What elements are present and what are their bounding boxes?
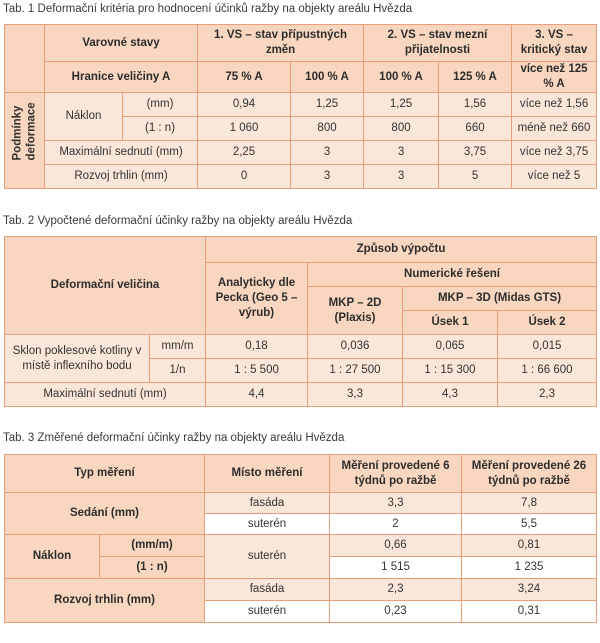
table1-cell: 3 [291,141,364,165]
table1-corner-cell [5,25,45,93]
table2-header-section2: Úsek 2 [498,311,597,335]
table2-header-section1: Úsek 1 [403,311,498,335]
table1-row-label: Rozvoj trhlin (mm) [45,165,198,189]
table1-cell: 0 [198,165,291,189]
table2-header-method: Způsob výpočtu [206,237,597,263]
table1-header-100pct-b: 100 % A [364,62,439,93]
table2-cell: 0,036 [308,335,403,359]
table3-cell: 0,81 [462,535,597,557]
table2-header-mkp3d: MKP – 3D (Midas GTS) [403,287,597,311]
table3-header-place: Místo měření [205,455,330,493]
table3-row-label-naklon: Náklon [5,535,100,579]
table3-row-label-trhliny: Rozvoj trhlin (mm) [5,579,205,623]
table1-row-label: Náklon [45,93,123,141]
table2-row-unit: 1/n [150,359,206,383]
table1-cell: 800 [364,117,439,141]
table1-header-vs2: 2. VS – stav mezní přijatelnosti [364,25,512,62]
table2-cell: 1 : 27 500 [308,359,403,383]
table1-cell: 0,94 [198,93,291,117]
table2-cell: 1 : 66 600 [498,359,597,383]
table3-caption: Tab. 3 Změřené deformační účinky ražby na objekty areálu Hvězda [3,432,345,444]
table1-row-label: Maximální sednutí (mm) [45,141,198,165]
table1-cell: 800 [291,117,364,141]
table2-caption: Tab. 2 Vypočtené deformační účinky ražby na objekty areálu Hvězda [3,215,353,227]
table1-cell: 3 [364,165,439,189]
table1-row-unit: (1 : n) [123,117,198,141]
table2-header-analytic: Analyticky dle Pecka (Geo 5 – výrub) [206,263,308,335]
table1-cell: méně než 660 [512,117,597,141]
table3-row-unit: (mm/m) [100,535,205,557]
table1-cell: více než 1,56 [512,93,597,117]
table1-cell: více než 3,75 [512,141,597,165]
table1-header-100pct-a: 100 % A [291,62,364,93]
table1-header-limit: Hranice veličiny A [45,62,198,93]
table3-cell: 1 515 [330,557,462,579]
table3-place: fasáda [205,493,330,514]
table1-header-over125pct: více než 125 % A [512,62,597,93]
table3-cell: 5,5 [462,514,597,535]
table1-cell: 1 060 [198,117,291,141]
table3 [4,454,597,623]
table1-cell: 2,25 [198,141,291,165]
table2-cell: 0,065 [403,335,498,359]
table1-cell: 1,56 [439,93,512,117]
table3-cell: 0,66 [330,535,462,557]
table2-row-label: Maximální sednutí (mm) [5,383,206,407]
table1-cell: 1,25 [291,93,364,117]
table2-header-mkp2d: MKP – 2D (Plaxis) [308,287,403,335]
table3-place: suterén [205,514,330,535]
table1-header-vs3: 3. VS – kritický stav [512,25,597,62]
table1-caption: Tab. 1 Deformační kritéria pro hodnocení účinků ražby na objekty areálu Hvězda [3,3,413,15]
table2-header-quantity: Deformační veličina [5,237,206,335]
table3-cell: 2 [330,514,462,535]
table1-row-unit: (mm) [123,93,198,117]
table1-cell: 5 [439,165,512,189]
table1-cell: 3,75 [439,141,512,165]
table1-cell: 1,25 [364,93,439,117]
table1-cell: 3 [364,141,439,165]
table3-cell: 0,31 [462,601,597,623]
table3-header-type: Typ měření [5,455,205,493]
table3-header-6weeks: Měření provedené 6 týdnů po ražbě [330,455,462,493]
table2-cell: 4,3 [403,383,498,407]
table3-header-26weeks: Měření provedené 26 týdnů po ražbě [462,455,597,493]
table2-cell: 0,18 [206,335,308,359]
table1-side-label: Podmínky deformace [5,93,45,189]
table3-cell: 2,3 [330,579,462,601]
table1 [4,24,597,189]
table2-cell: 2,3 [498,383,597,407]
table2-cell: 1 : 5 500 [206,359,308,383]
table3-place: suterén [205,601,330,623]
table3-place: suterén [205,535,330,579]
table3-cell: 0,23 [330,601,462,623]
table2-cell: 0,015 [498,335,597,359]
table1-cell: více než 5 [512,165,597,189]
table2-row-unit: mm/m [150,335,206,359]
table2-row-label: Sklon poklesové kotliny v místě inflexního bodu [5,335,150,383]
table2 [4,236,597,407]
table1-header-75pct: 75 % A [198,62,291,93]
table2-header-numeric: Numerické řešení [308,263,597,287]
table1-cell: 3 [291,165,364,189]
table3-cell: 1 235 [462,557,597,579]
table3-cell: 3,3 [330,493,462,514]
table2-cell: 3,3 [308,383,403,407]
table1-header-warning-states: Varovné stavy [45,25,198,62]
table3-cell: 7,8 [462,493,597,514]
table3-row-label-sedani: Sedání (mm) [5,493,205,535]
table2-cell: 1 : 15 300 [403,359,498,383]
table2-cell: 4,4 [206,383,308,407]
table3-row-unit: (1 : n) [100,557,205,579]
table3-place: fasáda [205,579,330,601]
table3-cell: 3,24 [462,579,597,601]
table1-cell: 660 [439,117,512,141]
table1-header-vs1: 1. VS – stav přípustných změn [198,25,364,62]
table1-header-125pct: 125 % A [439,62,512,93]
